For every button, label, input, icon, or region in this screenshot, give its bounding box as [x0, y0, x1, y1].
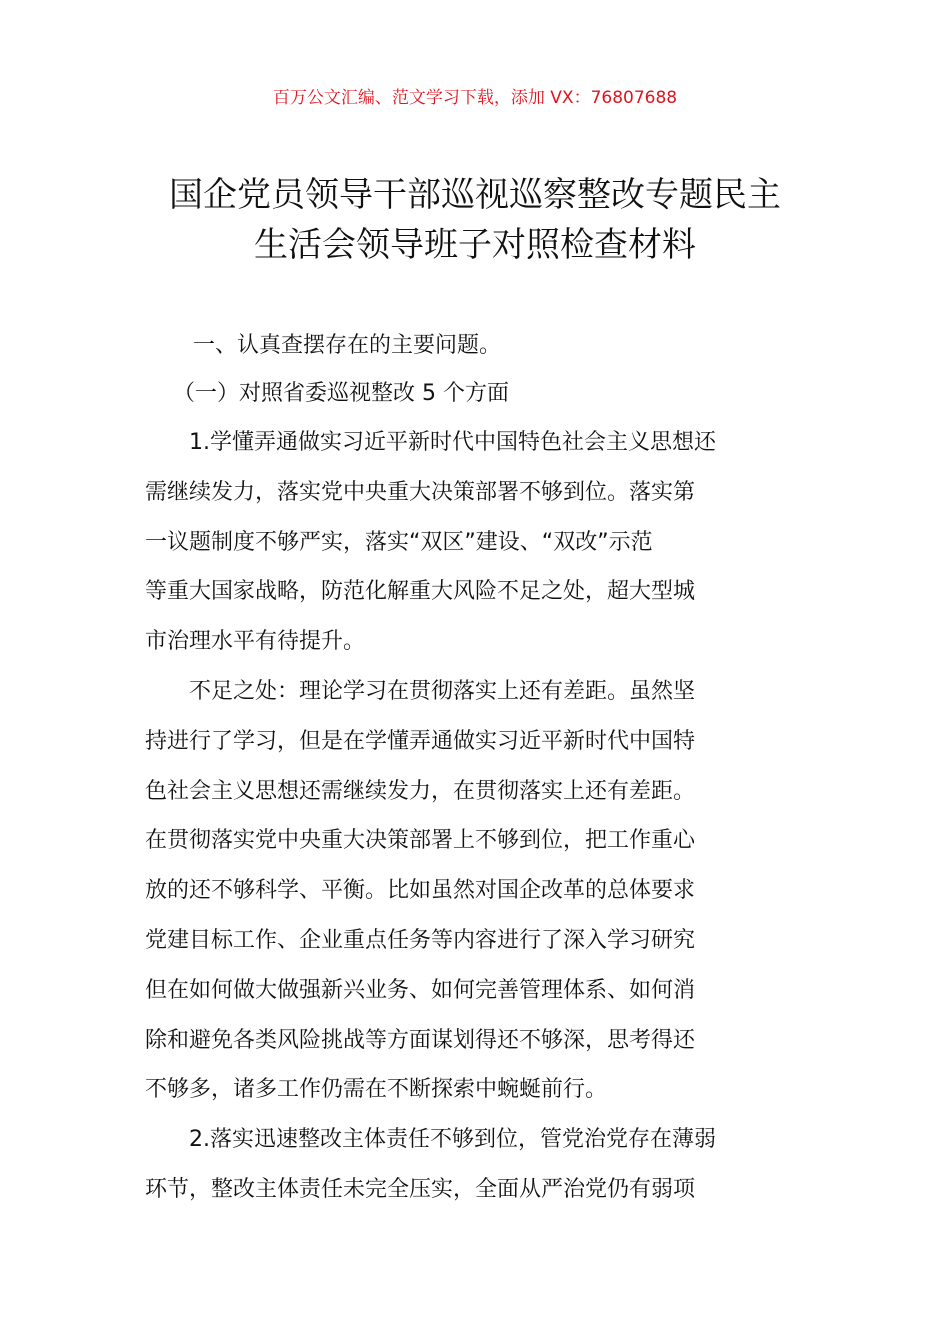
paragraph-line: 环节，整改主体责任未完全压实，全面从严治党仍有弱项 — [145, 1176, 696, 1202]
subsection-heading: （一）对照省委巡视整改 5 个方面 — [173, 381, 509, 406]
paragraph-3 — [145, 1115, 810, 1215]
paragraph-line: 不够多，诸多工作仍需在不断探索中蜿蜒前行。 — [145, 1077, 608, 1103]
title-line: 生活会领导班子对照检查材料 — [254, 225, 696, 265]
paragraph-line: 除和避免各类风险挑战等方面谋划得还不够深，思考得还 — [145, 1027, 696, 1053]
paragraph-line: 但在如何做大做强新兴业务、如何完善管理体系、如何消 — [145, 977, 696, 1003]
paragraph-line: 等重大国家战略，防范化解重大风险不足之处，超大型城 — [145, 579, 696, 605]
paragraph-line: 在贯彻落实党中央重大决策部署上不够到位，把工作重心 — [145, 828, 696, 854]
document-body — [145, 322, 810, 1215]
paragraph-line: 持进行了学习，但是在学懂弄通做实习近平新时代中国特 — [145, 728, 696, 754]
paragraph-line: 需继续发力，落实党中央重大决策部署不够到位。落实第 — [145, 479, 696, 505]
paragraph-line: 党建目标工作、企业重点任务等内容进行了深入学习研究 — [145, 927, 696, 953]
paragraph-line: 2.落实迅速整改主体责任不够到位，管党治党存在薄弱 — [189, 1127, 716, 1153]
title-line: 国企党员领导干部巡视巡察整改专题民主 — [169, 175, 781, 215]
paragraph-1 — [145, 418, 810, 667]
paragraph-line: 一议题制度不够严实，落实“双区”建设、“双改”示范 — [145, 529, 653, 555]
paragraph-2 — [145, 667, 810, 1115]
paragraph-line: 不足之处：理论学习在贯彻落实上还有差距。虽然坚 — [189, 678, 696, 704]
paragraph-line: 放的还不够科学、平衡。比如虽然对国企改革的总体要求 — [145, 878, 696, 904]
paragraph-line: 1.学懂弄通做实习近平新时代中国特色社会主义思想还 — [189, 430, 716, 455]
paragraph-line: 色社会主义思想还需继续发力，在贯彻落实上还有差距。 — [145, 778, 696, 804]
watermark-text: 百万公文汇编、范文学习下载，添加 VX：76807688 — [272, 88, 678, 108]
section-heading: 一、认真查摆存在的主要问题。 — [193, 333, 502, 358]
paragraph-line: 市治理水平有待提升。 — [145, 629, 366, 655]
document-title — [120, 170, 830, 270]
